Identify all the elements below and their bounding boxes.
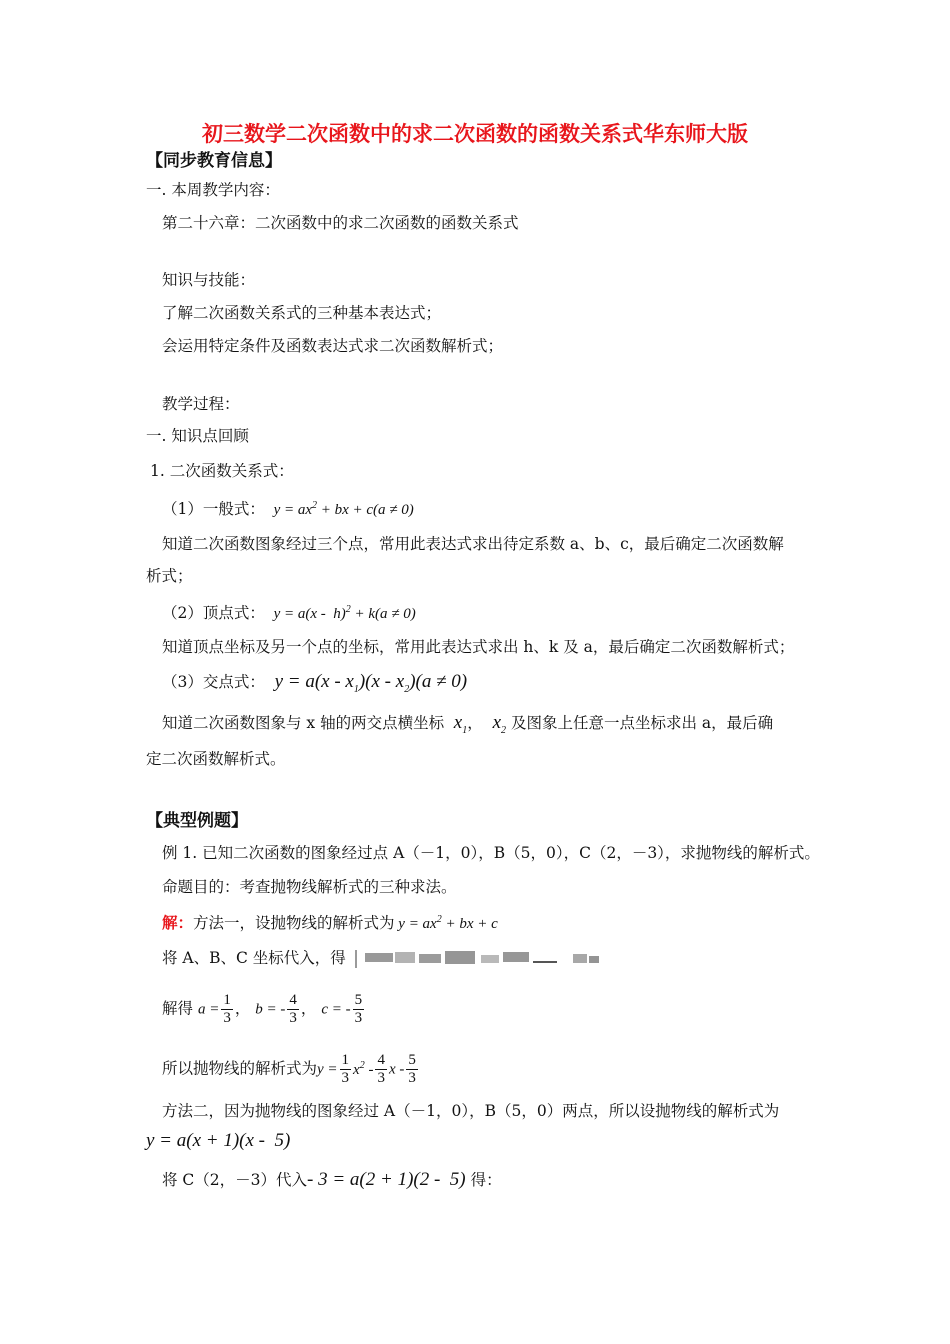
form-1-line	[162, 496, 414, 520]
form-1-desc-2: 析式；	[146, 567, 193, 585]
result-text: 所以抛物线的解析式为	[162, 1059, 318, 1078]
form-2-label: （2）顶点式：	[162, 604, 265, 622]
form-3-line	[162, 672, 467, 700]
form-2-line	[162, 600, 416, 624]
method-2-line: 方法二，因为抛物线的图象经过 A（－1，0），B（5，0）两点，所以设抛物线的解析式为	[162, 1102, 780, 1120]
coef-b: b = -	[255, 1001, 286, 1018]
general-form-formula: $y = ax^2$ + bx + c(a ≠ 0)	[269, 500, 414, 518]
result-y: y =	[317, 1061, 338, 1078]
fraction-5-3: $\frac{5}{3}$	[354, 992, 363, 1026]
method-1-text: 方法一，设抛物线的解析式为	[193, 914, 395, 932]
substitute-c-text: 将 C（2，－3）代入	[162, 1171, 308, 1189]
substitute-text: 将 A、B、C 坐标代入，得	[162, 949, 346, 967]
result-frac-1: $\frac{1}{3}$	[341, 1052, 350, 1086]
goal-2: 会运用特定条件及函数表达式求二次函数解析式；	[162, 337, 504, 355]
chapter-line: 第二十六章：二次函数中的求二次函数的函数关系式	[162, 214, 519, 232]
method-1-line	[162, 910, 498, 934]
section-heading-examples: 【典型例题】	[146, 811, 248, 831]
fraction-1-3: $\frac{1}{3}$	[223, 992, 231, 1026]
substitute-c-formula: - 3 = a(2 + 1)(2 - 5)	[307, 1169, 466, 1190]
fraction-4-3: $\frac{4}{3}$	[289, 992, 297, 1026]
solution-label: 解：	[162, 913, 194, 932]
review-heading: 一. 知识点回顾	[146, 427, 249, 445]
process-label: 教学过程：	[162, 395, 240, 413]
substitute-c-tail: 得：	[470, 1171, 502, 1189]
form-3-desc-2: 定二次函数解析式。	[146, 750, 286, 768]
form-3-desc-1b: 及图象上任意一点坐标求出 a，最后确	[510, 714, 774, 732]
vertex-form-formula: y = a(x - h)$^2$ + k(a ≠ 0)	[269, 604, 416, 622]
substitute-line	[162, 948, 603, 970]
solve-text: 解得	[162, 999, 194, 1018]
equation-system-image	[351, 948, 603, 970]
result-x2: $x^2$ -	[353, 1059, 374, 1078]
result-line	[162, 1052, 420, 1087]
method-2-formula	[146, 1131, 290, 1151]
example-1: 例 1. 已知二次函数的图象经过点 A（－1，0），B（5，0），C（2，－3），求抛物线的解析式。	[162, 844, 820, 862]
result-frac-2: $\frac{4}{3}$	[377, 1052, 385, 1086]
root-x1: $x_1$	[449, 712, 468, 736]
relation-heading: 1. 二次函数关系式：	[150, 462, 294, 480]
result-frac-3: $\frac{5}{3}$	[408, 1052, 416, 1086]
coef-a: a =	[197, 1001, 220, 1018]
page-title: 初三数学二次函数中的求二次函数的函数关系式华东师大版	[202, 122, 748, 146]
form-3-desc-1: 知道二次函数图象与 x 轴的两交点横坐标 $x_1$， $x_2$ 及图象上任意一点坐标求出 a，最后确	[162, 712, 774, 736]
coef-c: c = -	[321, 1001, 351, 1018]
week-content-label: 一. 本周教学内容：	[146, 181, 280, 199]
intercept-form-formula: $y = a(x - x_1)(x - x_2)(a \ne 0)$	[269, 671, 468, 695]
solve-line: 解得 a = $\frac{1}{3}$ ， b = - $\frac{4}{3}$ ， c = - $\frac{5}{3}$	[162, 992, 363, 1026]
form-2-desc: 知道顶点坐标及另一个点的坐标，常用此表达式求出 h、k 及 a，最后确定二次函数解析式；	[162, 638, 795, 656]
form-1-label: （1）一般式：	[162, 500, 265, 518]
form-3-desc-1a: 知道二次函数图象与 x 轴的两交点横坐标	[162, 714, 445, 732]
root-x2: $x_2$	[492, 712, 507, 736]
knowledge-skills-label: 知识与技能：	[162, 271, 256, 289]
purpose-line: 命题目的：考查抛物线解析式的三种求法。	[162, 878, 457, 896]
substitute-c-line	[162, 1170, 502, 1190]
section-heading-sync: 【同步教育信息】	[146, 151, 282, 171]
result-x: x -	[388, 1061, 405, 1078]
goal-1: 了解二次函数关系式的三种基本表达式；	[162, 304, 442, 322]
form-3-label: （3）交点式：	[162, 673, 265, 691]
form-1-desc-1: 知道二次函数图象经过三个点，常用此表达式求出待定系数 a、b、c，最后确定二次函数解	[162, 535, 784, 553]
method-2-expression: y = a(x + 1)(x - 5)	[146, 1130, 291, 1151]
method-1-formula: $y = ax^2$ + bx + c	[394, 914, 498, 932]
